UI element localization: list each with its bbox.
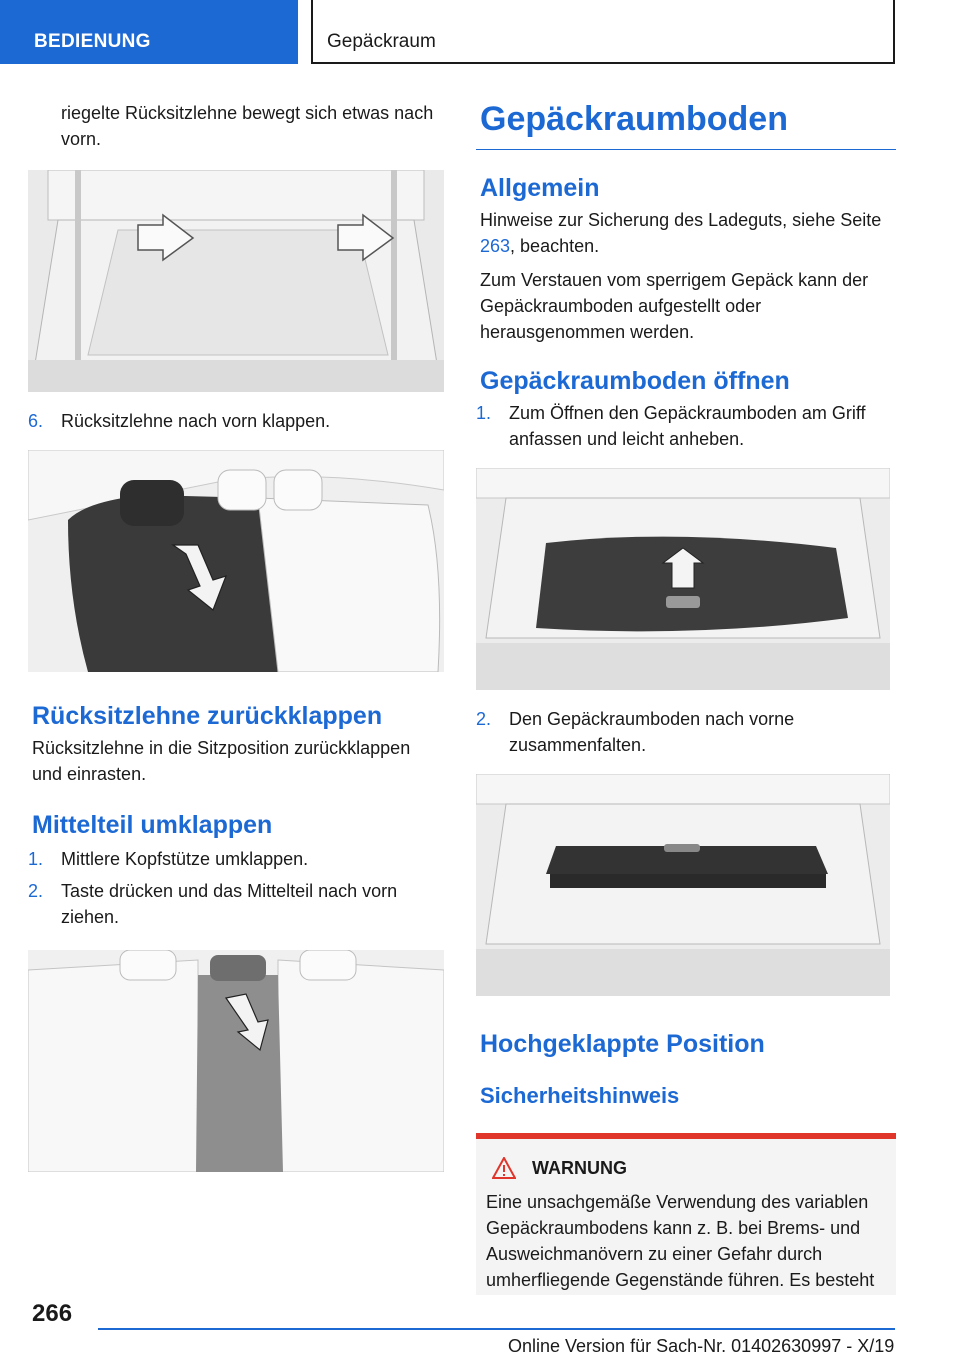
step-text: Zum Öffnen den Gepäckraumboden am Griff anfassen und leicht anheben. <box>509 403 866 449</box>
intro-text: riegelte Rücksitzlehne bewegt sich etwas nach vorn. <box>61 103 434 149</box>
oeffnen-step-1 <box>476 400 896 452</box>
step-text: Rücksitzlehne nach vorn klappen. <box>61 411 331 431</box>
oeffnen-step-2 <box>476 706 896 758</box>
heading-hochgeklappt: Hochgeklappte Position <box>480 1030 765 1058</box>
mittelteil-step-2 <box>28 878 444 930</box>
floor-fold-illustration <box>476 774 890 996</box>
warning-triangle-icon <box>492 1157 516 1179</box>
step-number: 1. <box>28 849 44 869</box>
warning-title: WARNUNG <box>532 1157 627 1178</box>
topic-tab <box>311 0 895 64</box>
section-tab <box>0 0 298 64</box>
heading-mittelteil: Mittelteil umklappen <box>32 811 273 839</box>
page-number: 266 <box>32 1300 73 1327</box>
warning-box <box>476 1133 896 1295</box>
ruecksitz-text: Rücksitzlehne in die Sitzposition zurückklappen und einrasten. <box>32 738 411 784</box>
step-text: Taste drücken und das Mittelteil nach vorn ziehen. <box>61 881 398 927</box>
chapter-title: Gepäckraumboden <box>476 100 896 150</box>
step-text: Mittlere Kopfstütze umklappen. <box>61 849 309 869</box>
step-number: 2. <box>28 881 44 901</box>
allgemein-text: Hinweise zur Sicherung des Ladeguts, siehe Seite <box>480 210 882 230</box>
topic-label: Gepäckraum <box>327 31 436 52</box>
step-number: 1. <box>476 403 492 423</box>
heading-sicherheitshinweis: Sicherheitshinweis <box>480 1083 680 1108</box>
footer-divider <box>98 1328 895 1330</box>
heading-allgemein: Allgemein <box>480 174 600 202</box>
heading-oeffnen: Gepäckraumboden öffnen <box>480 367 790 395</box>
footer-online-version: Online Version für Sach-Nr. 01402630997 - X/19 <box>508 1336 895 1356</box>
left-column <box>28 100 444 1188</box>
warning-header <box>486 1157 886 1179</box>
allgemein-paragraph-1 <box>476 207 896 259</box>
mittelteil-step-1 <box>28 846 444 872</box>
allgemein-text-end: , beachten. <box>510 236 600 256</box>
step-number: 2. <box>476 709 492 729</box>
floor-lift-illustration <box>476 468 890 690</box>
seatback-fold-illustration <box>28 450 444 672</box>
middle-section-illustration <box>28 950 444 1172</box>
allgemein-paragraph-2: Zum Verstauen vom sperrigem Gepäck kann der Gepäckraumboden aufgestellt oder herausgenommen werden. <box>480 270 869 342</box>
warning-text: Eine unsachgemäße Verwendung des variablen Gepäckraumbodens kann z. B. bei Brems- und Ausweichmanövern zu einer Gefahr durch umherfliegende Gegenstände führen. Es besteht <box>486 1192 875 1290</box>
step-text: Den Gepäckraumboden nach vorne zusammenfalten. <box>509 709 795 755</box>
trunk-release-illustration <box>28 170 444 392</box>
right-column <box>476 100 896 1295</box>
step-number: 6. <box>28 411 44 431</box>
page-link-263[interactable]: 263 <box>480 236 511 256</box>
section-label: BEDIENUNG <box>34 31 151 52</box>
heading-ruecksitzlehne: Rücksitzlehne zurückklappen <box>32 702 383 730</box>
step-6 <box>28 408 444 434</box>
